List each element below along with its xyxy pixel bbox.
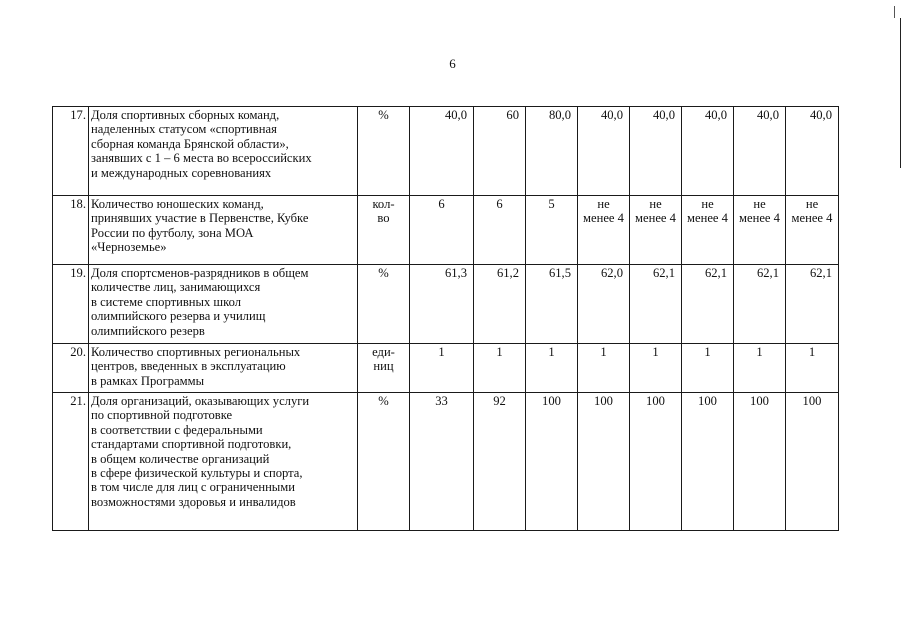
value-line: 40,0 (652, 108, 675, 122)
value-line: 33 (435, 394, 448, 408)
value-cell (526, 107, 578, 196)
value-cell (682, 196, 734, 265)
value-line: не (805, 197, 819, 211)
value-line: 1 (548, 345, 555, 359)
indicator-name-line: Доля спортивных сборных команд, (91, 108, 280, 122)
unit-line: % (378, 394, 389, 408)
value-line: 61,2 (496, 266, 519, 280)
value-line: 61,3 (444, 266, 467, 280)
value-cell (734, 344, 786, 393)
value-line: 100 (542, 394, 561, 408)
indicator-name (89, 344, 358, 393)
value-cell (410, 393, 474, 531)
value-cell (526, 344, 578, 393)
value-line: не (753, 197, 766, 211)
value-cell (578, 196, 630, 265)
value-cell (410, 265, 474, 344)
indicator-name-line: центров, введенных в эксплуатацию (91, 359, 286, 374)
value-cell (410, 344, 474, 393)
value-line: менее 4 (791, 211, 833, 226)
value-cell (734, 393, 786, 531)
value-cell (734, 107, 786, 196)
row-number: 18. (53, 196, 89, 265)
scan-edge-mark (894, 6, 895, 18)
indicator-name-line: Количество спортивных региональных (91, 345, 301, 359)
indicator-name-line: наделенных статусом «спортивная (91, 122, 277, 137)
value-line: 60 (506, 108, 519, 122)
value-line: менее 4 (687, 211, 728, 226)
value-cell (578, 265, 630, 344)
value-line: 100 (646, 394, 665, 408)
indicator-name-line: и международных соревнованиях (91, 165, 272, 180)
value-cell (526, 393, 578, 531)
value-line: 100 (802, 394, 822, 408)
value-cell (410, 196, 474, 265)
value-cell (474, 265, 526, 344)
value-line: 40,0 (600, 108, 623, 122)
value-line: 62,1 (756, 266, 779, 280)
value-cell (786, 107, 839, 196)
value-cell (786, 265, 839, 344)
unit-of-measure (358, 344, 410, 393)
table-row (53, 107, 839, 196)
value-cell (474, 393, 526, 531)
value-line: 62,0 (600, 266, 623, 280)
value-line: 40,0 (756, 108, 779, 122)
value-line: 1 (438, 345, 445, 359)
value-cell (474, 196, 526, 265)
indicator-name-line: в общем количестве организаций (91, 451, 270, 466)
value-cell (474, 107, 526, 196)
indicator-name-line: России по футболу, зона МОА (91, 225, 254, 240)
indicator-name-line: возможностями здоровья и инвалидов (91, 494, 296, 509)
value-line: 80,0 (548, 108, 571, 122)
value-line: 5 (548, 197, 555, 211)
value-cell (578, 393, 630, 531)
unit-line: % (378, 266, 389, 280)
value-line: 62,1 (809, 266, 832, 280)
indicator-name-line: олимпийского резерва и училищ (91, 309, 266, 324)
value-line: менее 4 (583, 211, 624, 226)
table-body (53, 107, 839, 531)
value-line: 100 (750, 394, 769, 408)
unit-line: во (377, 211, 390, 226)
indicator-name-line: Доля спортсменов-разрядников в общем (91, 266, 309, 280)
row-number: 20. (53, 344, 89, 393)
table-row (53, 393, 839, 531)
value-cell (682, 265, 734, 344)
unit-line: кол- (372, 197, 395, 211)
indicator-name-line: «Черноземье» (91, 240, 167, 255)
value-cell (786, 344, 839, 393)
row-number: 21. (53, 393, 89, 531)
value-cell (786, 393, 839, 531)
row-number: 19. (53, 265, 89, 344)
indicator-name-line: Количество юношеских команд, (91, 197, 264, 211)
value-line: 92 (493, 394, 506, 408)
value-cell (734, 265, 786, 344)
value-line: 61,5 (548, 266, 571, 280)
value-line: 40,0 (809, 108, 832, 122)
table-row (53, 265, 839, 344)
value-line: менее 4 (635, 211, 676, 226)
unit-line: ниц (373, 359, 394, 374)
unit-of-measure (358, 393, 410, 531)
indicator-name-line: по спортивной подготовке (91, 408, 233, 423)
value-line: 1 (704, 345, 711, 359)
indicator-name-line: в том числе для лиц с ограниченными (91, 480, 295, 495)
indicator-name-line: олимпийского резерв (91, 323, 205, 338)
unit-of-measure (358, 265, 410, 344)
value-cell (734, 196, 786, 265)
unit-of-measure (358, 196, 410, 265)
value-line: не (597, 197, 610, 211)
indicator-name (89, 393, 358, 531)
value-line: 100 (594, 394, 613, 408)
table-row (53, 344, 839, 393)
value-cell (682, 344, 734, 393)
value-cell (526, 196, 578, 265)
value-line: 6 (438, 197, 445, 211)
value-line: менее 4 (739, 211, 780, 226)
value-cell (630, 344, 682, 393)
indicator-name (89, 265, 358, 344)
value-line: 40,0 (444, 108, 467, 122)
value-line: 40,0 (704, 108, 727, 122)
unit-line: % (378, 108, 389, 122)
unit-of-measure (358, 107, 410, 196)
value-line: не (649, 197, 662, 211)
value-cell (682, 393, 734, 531)
indicator-name-line: в сфере физической культуры и спорта, (91, 466, 303, 481)
value-line: 1 (496, 345, 503, 359)
indicator-name-line: количестве лиц, занимающихся (91, 280, 261, 295)
indicators-table (52, 106, 839, 531)
indicator-name-line: принявших участие в Первенстве, Кубке (91, 211, 309, 226)
value-line: 1 (756, 345, 763, 359)
value-cell (526, 265, 578, 344)
scan-margin-line (900, 18, 901, 168)
value-cell (630, 393, 682, 531)
value-line: 62,1 (652, 266, 675, 280)
value-cell (474, 344, 526, 393)
indicator-name-line: в рамках Программы (91, 373, 205, 388)
indicator-name (89, 107, 358, 196)
indicator-name-line: стандартами спортивной подготовки, (91, 437, 292, 452)
value-line: 62,1 (704, 266, 727, 280)
value-cell (410, 107, 474, 196)
value-cell (578, 107, 630, 196)
value-line: не (701, 197, 714, 211)
unit-line: еди- (372, 345, 395, 359)
row-number: 17. (53, 107, 89, 196)
value-line: 1 (808, 345, 816, 359)
indicator-name (89, 196, 358, 265)
value-line: 100 (698, 394, 717, 408)
page-number: 6 (449, 56, 456, 71)
indicator-name-line: сборная команда Брянской области», (91, 136, 289, 151)
indicator-name-line: Доля организаций, оказывающих услуги (91, 394, 310, 408)
value-line: 1 (652, 345, 659, 359)
indicator-name-line: в соответствии с федеральными (91, 422, 263, 437)
value-cell (630, 196, 682, 265)
value-cell (630, 107, 682, 196)
value-cell (786, 196, 839, 265)
indicator-name-line: занявших с 1 – 6 места во всероссийских (91, 151, 312, 166)
value-cell (682, 107, 734, 196)
value-cell (630, 265, 682, 344)
value-cell (578, 344, 630, 393)
indicator-name-line: в системе спортивных школ (91, 294, 241, 309)
value-line: 6 (496, 197, 503, 211)
value-line: 1 (600, 345, 607, 359)
table-row (53, 196, 839, 265)
